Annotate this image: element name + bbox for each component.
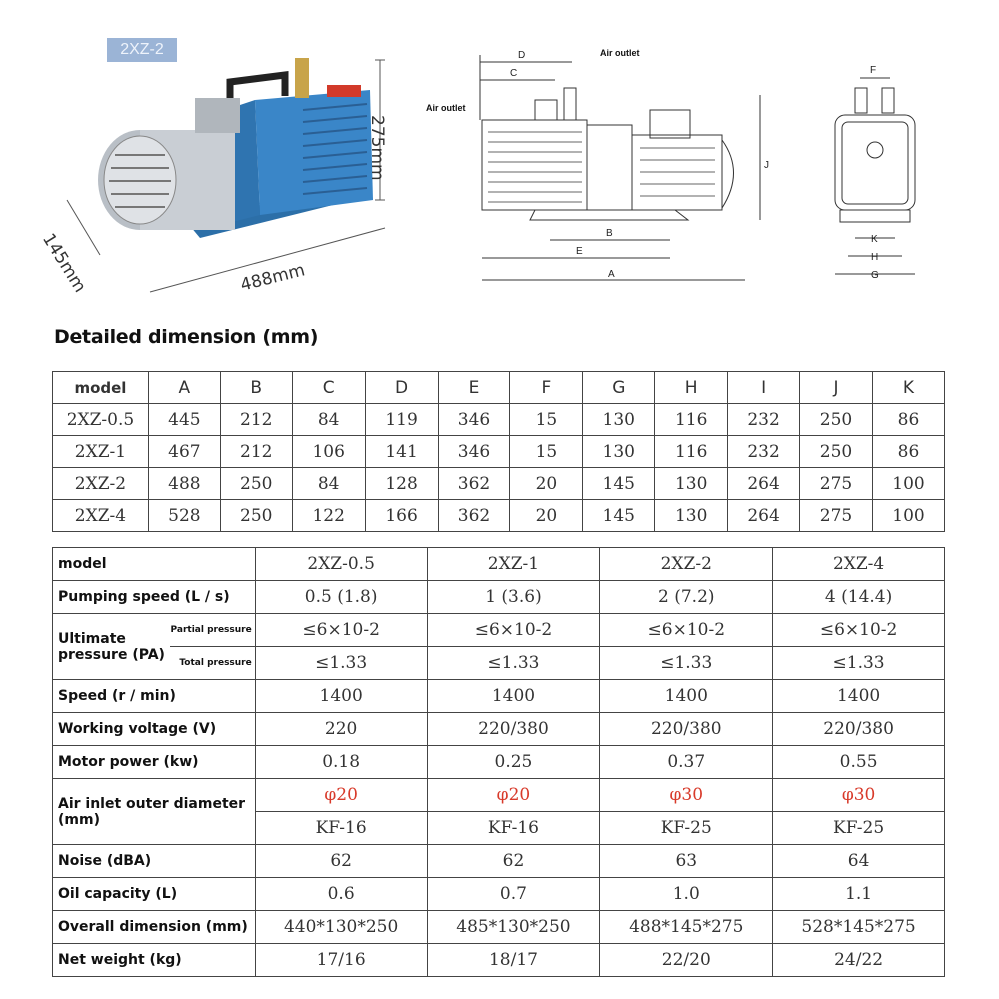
table-cell: 119 — [365, 404, 438, 436]
dimension-table — [52, 371, 945, 532]
spec-cell: 1 (3.6) — [427, 581, 600, 614]
side-view-drawing — [426, 40, 790, 290]
table-cell: 362 — [438, 500, 510, 532]
spec-cell: 0.18 — [255, 746, 427, 779]
table-cell: 130 — [583, 436, 655, 468]
product-photo — [38, 30, 425, 310]
spec-cell: 1.0 — [600, 878, 773, 911]
spec-cell: 63 — [600, 845, 773, 878]
table-cell: 130 — [655, 468, 728, 500]
table-cell: 250 — [800, 404, 873, 436]
table-cell: 250 — [220, 468, 292, 500]
dim-letter-d: D — [518, 50, 526, 61]
dim-letter-k: K — [871, 234, 878, 245]
header-cell: K — [872, 372, 944, 404]
spec-cell: φ30 — [773, 779, 945, 812]
spec-cell: ≤1.33 — [255, 647, 427, 680]
spec-cell: 0.55 — [773, 746, 945, 779]
air-outlet-top-label: Air outlet — [600, 48, 640, 58]
air-outlet-left-label: Air outlet — [426, 103, 466, 113]
spec-table — [52, 547, 945, 977]
spec-cell: KF-16 — [427, 812, 600, 845]
spec-row-speed — [53, 680, 945, 713]
spec-cell: 0.37 — [600, 746, 773, 779]
spec-row-noise — [53, 845, 945, 878]
table-cell: 275 — [800, 500, 873, 532]
spec-cell: 62 — [255, 845, 427, 878]
spec-cell: ≤1.33 — [600, 647, 773, 680]
table-cell: 264 — [728, 468, 800, 500]
spec-cell: 0.7 — [427, 878, 600, 911]
spec-cell: KF-25 — [773, 812, 945, 845]
dim-letter-a: A — [608, 269, 615, 280]
spec-cell: 0.6 — [255, 878, 427, 911]
spec-cell: 22/20 — [600, 944, 773, 977]
table-cell: 346 — [438, 404, 510, 436]
table-row — [53, 500, 945, 532]
header-cell: J — [800, 372, 873, 404]
spec-cell: ≤1.33 — [773, 647, 945, 680]
spec-cell: 1400 — [600, 680, 773, 713]
dim-letter-j: J — [764, 160, 769, 171]
row-label: Air inlet outer diameter (mm) — [53, 779, 256, 845]
row-label: Motor power (kw) — [53, 746, 256, 779]
table-cell: 141 — [365, 436, 438, 468]
spec-row-motor-power — [53, 746, 945, 779]
spec-cell: 1400 — [255, 680, 427, 713]
header-cell: model — [53, 372, 149, 404]
dimension-header-row — [53, 372, 945, 404]
spec-row-oil-capacity — [53, 878, 945, 911]
table-cell: 232 — [728, 404, 800, 436]
spec-cell: 4 (14.4) — [773, 581, 945, 614]
spec-cell: 17/16 — [255, 944, 427, 977]
table-cell: 250 — [220, 500, 292, 532]
dim-letter-g: G — [871, 270, 879, 281]
table-cell: 20 — [510, 468, 583, 500]
dim-letter-h: H — [871, 252, 879, 263]
spec-cell: φ20 — [427, 779, 600, 812]
row-label: Pumping speed (L / s) — [53, 581, 256, 614]
spec-cell: 62 — [427, 845, 600, 878]
spec-row-air-inlet-diameter — [53, 779, 945, 812]
table-cell: 2XZ-4 — [53, 500, 149, 532]
section-heading: Detailed dimension (mm) — [54, 326, 319, 348]
spec-row-voltage — [53, 713, 945, 746]
row-label: Net weight (kg) — [53, 944, 256, 977]
spec-cell: 0.25 — [427, 746, 600, 779]
spec-cell: 528*145*275 — [773, 911, 945, 944]
row-label: Overall dimension (mm) — [53, 911, 256, 944]
model-badge: 2XZ-2 — [107, 38, 177, 62]
table-cell: 84 — [292, 404, 365, 436]
spec-cell: 64 — [773, 845, 945, 878]
model-name-cell: 2XZ-4 — [773, 548, 945, 581]
table-cell: 128 — [365, 468, 438, 500]
table-cell: 212 — [220, 436, 292, 468]
spec-cell: 0.5 (1.8) — [255, 581, 427, 614]
header-cell: I — [728, 372, 800, 404]
header-cell: C — [292, 372, 365, 404]
dim-letter-f: F — [870, 65, 877, 76]
table-cell: 145 — [583, 468, 655, 500]
table-cell: 15 — [510, 436, 583, 468]
spec-cell: 488*145*275 — [600, 911, 773, 944]
sub-label-partial: Partial pressure — [170, 614, 255, 647]
table-cell: 100 — [872, 468, 944, 500]
spec-cell: 220 — [255, 713, 427, 746]
spec-cell: 485*130*250 — [427, 911, 600, 944]
header-cell: G — [583, 372, 655, 404]
table-cell: 445 — [148, 404, 220, 436]
table-cell: 15 — [510, 404, 583, 436]
spec-cell: 220/380 — [773, 713, 945, 746]
table-cell: 86 — [872, 404, 944, 436]
row-label: Noise (dBA) — [53, 845, 256, 878]
table-cell: 250 — [800, 436, 873, 468]
end-view-drawing — [820, 60, 930, 290]
table-row — [53, 404, 945, 436]
spec-cell: φ30 — [600, 779, 773, 812]
table-cell: 275 — [800, 468, 873, 500]
sub-label-total: Total pressure — [170, 647, 255, 680]
table-cell: 232 — [728, 436, 800, 468]
table-row — [53, 468, 945, 500]
table-cell: 145 — [583, 500, 655, 532]
spec-cell: ≤6×10-2 — [427, 614, 600, 647]
spec-cell: ≤6×10-2 — [773, 614, 945, 647]
model-name-cell: 2XZ-2 — [600, 548, 773, 581]
spec-cell: KF-16 — [255, 812, 427, 845]
table-cell: 84 — [292, 468, 365, 500]
table-cell: 488 — [148, 468, 220, 500]
spec-row-total-pressure — [53, 647, 945, 680]
height-dimension-label: 275mm — [367, 115, 387, 181]
row-label: Working voltage (V) — [53, 713, 256, 746]
spec-row-partial-pressure — [53, 614, 945, 647]
table-cell: 122 — [292, 500, 365, 532]
spec-cell: ≤6×10-2 — [600, 614, 773, 647]
spec-cell: 220/380 — [600, 713, 773, 746]
spec-cell: KF-25 — [600, 812, 773, 845]
table-cell: 130 — [655, 500, 728, 532]
row-label: model — [53, 548, 256, 581]
spec-cell: 1400 — [427, 680, 600, 713]
table-cell: 100 — [872, 500, 944, 532]
spec-cell: 440*130*250 — [255, 911, 427, 944]
header-cell: H — [655, 372, 728, 404]
dim-letter-b: B — [606, 228, 613, 239]
dim-letter-e: E — [576, 246, 583, 257]
spec-row-net-weight — [53, 944, 945, 977]
dim-letter-c: C — [510, 68, 518, 79]
depth-dimension-label: 145mm — [38, 230, 90, 297]
spec-row-pumping-speed — [53, 581, 945, 614]
table-cell: 362 — [438, 468, 510, 500]
row-label: Oil capacity (L) — [53, 878, 256, 911]
model-name-cell: 2XZ-0.5 — [255, 548, 427, 581]
spec-row-overall-dimension — [53, 911, 945, 944]
table-cell: 116 — [655, 436, 728, 468]
spec-row-model — [53, 548, 945, 581]
header-cell: E — [438, 372, 510, 404]
row-label: Ultimate pressure (PA) — [53, 614, 171, 680]
table-cell: 2XZ-2 — [53, 468, 149, 500]
spec-cell: 1400 — [773, 680, 945, 713]
table-row — [53, 436, 945, 468]
length-dimension-label: 488mm — [238, 260, 308, 296]
header-cell: B — [220, 372, 292, 404]
table-cell: 467 — [148, 436, 220, 468]
header-cell: D — [365, 372, 438, 404]
header-cell: F — [510, 372, 583, 404]
table-cell: 528 — [148, 500, 220, 532]
spec-cell: 1.1 — [773, 878, 945, 911]
spec-cell: 220/380 — [427, 713, 600, 746]
table-cell: 116 — [655, 404, 728, 436]
model-name-cell: 2XZ-1 — [427, 548, 600, 581]
spec-cell: 24/22 — [773, 944, 945, 977]
table-cell: 346 — [438, 436, 510, 468]
spec-cell: 18/17 — [427, 944, 600, 977]
table-cell: 130 — [583, 404, 655, 436]
spec-cell: ≤1.33 — [427, 647, 600, 680]
table-cell: 2XZ-0.5 — [53, 404, 149, 436]
spec-cell: 2 (7.2) — [600, 581, 773, 614]
table-cell: 264 — [728, 500, 800, 532]
row-label: Speed (r / min) — [53, 680, 256, 713]
table-cell: 166 — [365, 500, 438, 532]
table-cell: 106 — [292, 436, 365, 468]
spec-cell: ≤6×10-2 — [255, 614, 427, 647]
spec-cell: φ20 — [255, 779, 427, 812]
table-cell: 212 — [220, 404, 292, 436]
table-cell: 20 — [510, 500, 583, 532]
table-cell: 2XZ-1 — [53, 436, 149, 468]
table-cell: 86 — [872, 436, 944, 468]
header-cell: A — [148, 372, 220, 404]
